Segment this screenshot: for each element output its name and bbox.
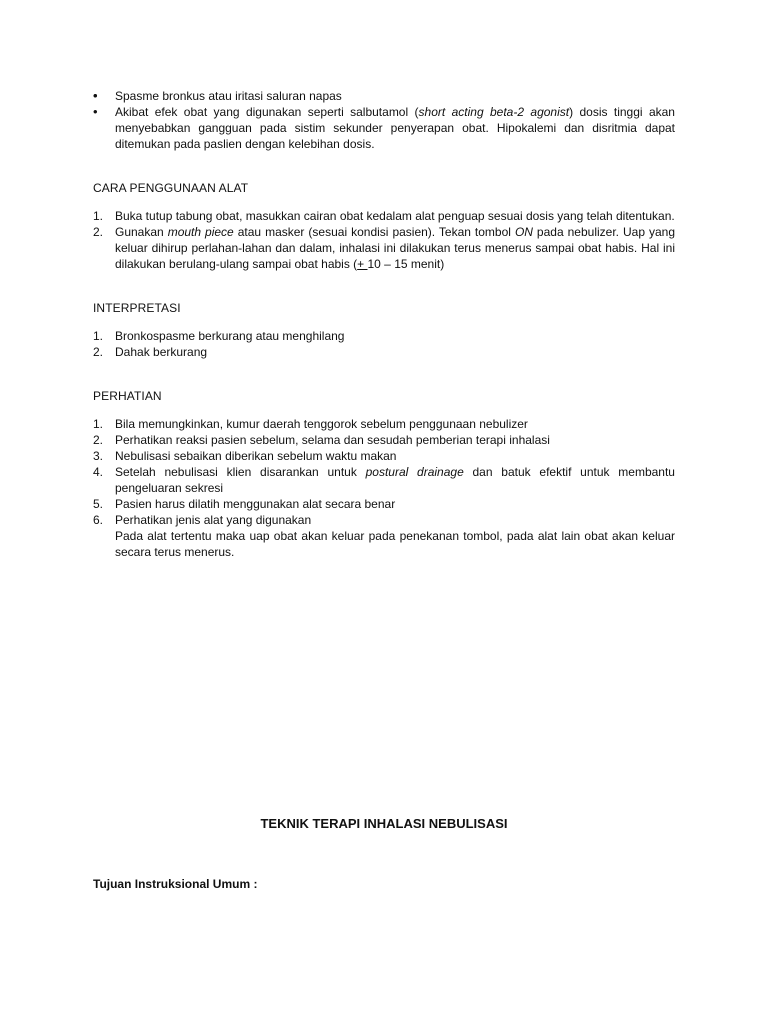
section-title-perhatian: PERHATIAN (93, 389, 162, 403)
tujuan-label: Tujuan Instruksional Umum : (93, 877, 258, 891)
bullet-item-spasme: • Spasme bronkus atau iritasi saluran napas (93, 88, 675, 104)
text-run: dan batuk efektif untuk membantu pengeluaran sekresi (115, 465, 675, 495)
perhatian-list (93, 416, 675, 528)
item-number: 2. (93, 433, 104, 447)
perhatian-item-6 (93, 512, 675, 528)
item-number: 2. (93, 225, 104, 239)
section-title-cara: CARA PENGGUNAAN ALAT (93, 181, 249, 195)
perhatian-item-1 (93, 416, 675, 432)
text-run: Gunakan (115, 225, 168, 239)
interpretasi-list (93, 328, 675, 360)
item-number: 4. (93, 465, 104, 479)
main-heading: TEKNIK TERAPI INHALASI NEBULISASI (260, 816, 508, 831)
item-number: 3. (93, 449, 104, 463)
cara-list (93, 208, 675, 272)
text-run: pada nebulizer. Uap yang keluar dihirup perlahan-lahan dan dalam, inhalasi ini dilakukan terus menerus sampai obat habis. Hal ini dilakukan berulang-ulang sampai obat habis ( (115, 225, 676, 271)
item-number: 1. (93, 329, 104, 343)
underlined-symbol: + (357, 257, 368, 271)
item-number: 1. (93, 417, 104, 431)
bullet-item-efek-obat (93, 104, 675, 152)
item-text: Bronkospasme berkurang atau menghilang (115, 329, 345, 343)
cara-item-2 (93, 224, 675, 272)
item-text: Buka tutup tabung obat, masukkan cairan obat kedalam alat penguap sesuai dosis yang telah ditentukan. (115, 209, 675, 223)
item-text: Pasien harus dilatih menggunakan alat secara benar (115, 497, 396, 511)
text-run: Akibat efek obat yang digunakan seperti salbutamol ( (115, 105, 419, 119)
item-number: 6. (93, 513, 104, 527)
item-text: Bila memungkinkan, kumur daerah tenggorok sebelum penggunaan nebulizer (115, 417, 528, 431)
italic-term: mouth piece (167, 225, 234, 239)
text-run: Setelah nebulisasi klien disarankan untuk (115, 465, 366, 479)
intro-bullet-list (93, 88, 675, 152)
interpretasi-item-2 (93, 344, 675, 360)
italic-term: short acting beta-2 agonist (418, 105, 570, 119)
interpretasi-item-1 (93, 328, 675, 344)
text-run: atau masker (sesuai kondisi pasien). Tekan tombol (233, 225, 515, 239)
cara-item-1 (93, 208, 675, 224)
section-title-interpretasi: INTERPRETASI (93, 301, 181, 315)
item-number: 2. (93, 345, 104, 359)
text-run: ) dosis tinggi akan menyebabkan gangguan pada sistim sekunder penyerapan obat. Hipokalemi dan disritmia dapat ditemukan pada paslien dengan kelebihan dosis. (115, 105, 675, 151)
document-page (93, 88, 675, 560)
item-text: Perhatikan jenis alat yang digunakan (115, 513, 312, 527)
perhatian-continuation: Pada alat tertentu maka uap obat akan keluar pada penekanan tombol, pada alat lain obat akan keluar secara terus menerus. (115, 529, 675, 559)
item-text: Dahak berkurang (115, 345, 208, 359)
perhatian-item-2 (93, 432, 675, 448)
italic-term: ON (514, 225, 533, 239)
item-text: Perhatikan reaksi pasien sebelum, selama dan sesudah pemberian terapi inhalasi (115, 433, 550, 447)
text-run: 10 – 15 menit) (367, 257, 445, 271)
perhatian-item-5 (93, 496, 675, 512)
item-number: 5. (93, 497, 104, 511)
perhatian-item-3 (93, 448, 675, 464)
italic-term: postural drainage (365, 465, 464, 479)
item-number: 1. (93, 209, 104, 223)
perhatian-item-4 (93, 464, 675, 496)
item-text: Nebulisasi sebaikan diberikan sebelum waktu makan (115, 449, 397, 463)
